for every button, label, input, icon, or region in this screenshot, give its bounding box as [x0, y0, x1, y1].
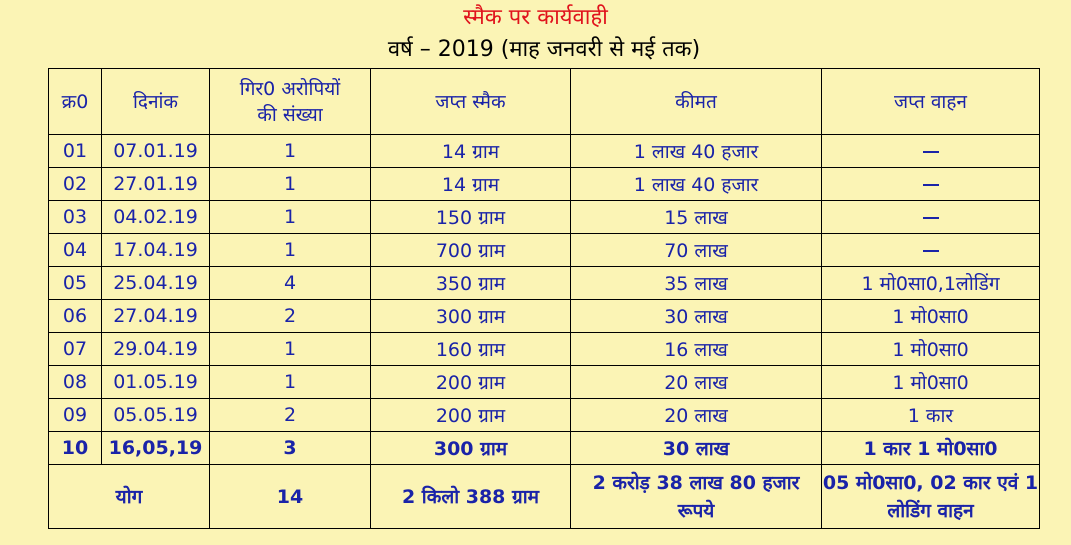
table-row	[49, 333, 1040, 366]
cell-arrested: 2	[210, 300, 371, 333]
total-row	[49, 465, 1040, 529]
total-vehicle: 05 मो0सा0, 02 कार एवं 1 लोडिंग वाहन	[822, 465, 1040, 529]
table-row	[49, 135, 1040, 168]
total-arrested: 14	[210, 465, 371, 529]
cell-date: 01.05.19	[102, 366, 210, 399]
table-row	[49, 201, 1040, 234]
cell-price: 30 लाख	[571, 300, 822, 333]
total-price: 2 करोड़ 38 लाख 80 हजार रूपये	[571, 465, 822, 529]
cell-serial: 01	[49, 135, 102, 168]
table-row	[49, 267, 1040, 300]
cell-vehicle: 1 कार	[822, 399, 1040, 432]
header-price: कीमत	[571, 69, 822, 135]
table-row	[49, 168, 1040, 201]
dash-icon	[923, 217, 939, 219]
cell-vehicle: 1 मो0सा0	[822, 300, 1040, 333]
report-subtitle: वर्ष – 2019 (माह जनवरी से मई तक)	[387, 37, 701, 62]
header-serial: क्र0	[49, 69, 102, 135]
header-arrested-line1: गिर0 अरोपियों	[239, 77, 341, 100]
header-arrested	[210, 69, 371, 135]
cell-arrested: 1	[210, 168, 371, 201]
table-row	[49, 366, 1040, 399]
header-arrested-line2: की संख्या	[257, 103, 323, 126]
cell-smack: 300 ग्राम	[371, 432, 571, 465]
cell-smack: 14 ग्राम	[371, 168, 571, 201]
cell-price: 20 लाख	[571, 366, 822, 399]
dash-icon	[923, 250, 939, 252]
dash-icon	[923, 184, 939, 186]
header-row	[49, 69, 1040, 135]
cell-price: 30 लाख	[571, 432, 822, 465]
table-row	[49, 399, 1040, 432]
table-row	[49, 300, 1040, 333]
cell-vehicle: 1 कार 1 मो0सा0	[822, 432, 1040, 465]
cell-serial: 08	[49, 366, 102, 399]
cell-smack: 300 ग्राम	[371, 300, 571, 333]
cell-vehicle: 1 मो0सा0,1लोडिंग	[822, 267, 1040, 300]
cell-serial: 03	[49, 201, 102, 234]
header-vehicle: जप्त वाहन	[822, 69, 1040, 135]
cell-arrested: 3	[210, 432, 371, 465]
cell-smack: 350 ग्राम	[371, 267, 571, 300]
cell-vehicle	[822, 135, 1040, 168]
cell-smack: 150 ग्राम	[371, 201, 571, 234]
seizure-table	[48, 68, 1040, 529]
table-row	[49, 234, 1040, 267]
cell-serial: 04	[49, 234, 102, 267]
dash-icon	[923, 151, 939, 153]
cell-date: 04.02.19	[102, 201, 210, 234]
cell-arrested: 4	[210, 267, 371, 300]
cell-vehicle	[822, 201, 1040, 234]
cell-date: 27.04.19	[102, 300, 210, 333]
cell-date: 17.04.19	[102, 234, 210, 267]
cell-serial: 06	[49, 300, 102, 333]
cell-price: 35 लाख	[571, 267, 822, 300]
cell-price: 1 लाख 40 हजार	[571, 135, 822, 168]
cell-date: 29.04.19	[102, 333, 210, 366]
cell-date: 27.01.19	[102, 168, 210, 201]
cell-price: 1 लाख 40 हजार	[571, 168, 822, 201]
cell-serial: 10	[49, 432, 102, 465]
cell-arrested: 1	[210, 135, 371, 168]
cell-arrested: 1	[210, 333, 371, 366]
cell-serial: 05	[49, 267, 102, 300]
cell-arrested: 1	[210, 366, 371, 399]
total-label: योग	[49, 465, 210, 529]
cell-vehicle	[822, 168, 1040, 201]
cell-vehicle: 1 मो0सा0	[822, 333, 1040, 366]
header-date: दिनांक	[102, 69, 210, 135]
cell-date: 25.04.19	[102, 267, 210, 300]
cell-vehicle	[822, 234, 1040, 267]
cell-price: 15 लाख	[571, 201, 822, 234]
cell-arrested: 1	[210, 201, 371, 234]
cell-serial: 09	[49, 399, 102, 432]
cell-date: 16,05,19	[102, 432, 210, 465]
report-title: स्मैक पर कार्यवाही	[463, 5, 608, 30]
cell-vehicle: 1 मो0सा0	[822, 366, 1040, 399]
cell-price: 70 लाख	[571, 234, 822, 267]
table-row	[49, 432, 1040, 465]
header-smack: जप्त स्मैक	[371, 69, 571, 135]
cell-arrested: 2	[210, 399, 371, 432]
cell-smack: 200 ग्राम	[371, 399, 571, 432]
cell-arrested: 1	[210, 234, 371, 267]
cell-serial: 02	[49, 168, 102, 201]
cell-date: 07.01.19	[102, 135, 210, 168]
cell-smack: 200 ग्राम	[371, 366, 571, 399]
cell-price: 16 लाख	[571, 333, 822, 366]
cell-serial: 07	[49, 333, 102, 366]
cell-date: 05.05.19	[102, 399, 210, 432]
cell-smack: 700 ग्राम	[371, 234, 571, 267]
total-smack: 2 किलो 388 ग्राम	[371, 465, 571, 529]
cell-price: 20 लाख	[571, 399, 822, 432]
cell-smack: 160 ग्राम	[371, 333, 571, 366]
cell-smack: 14 ग्राम	[371, 135, 571, 168]
